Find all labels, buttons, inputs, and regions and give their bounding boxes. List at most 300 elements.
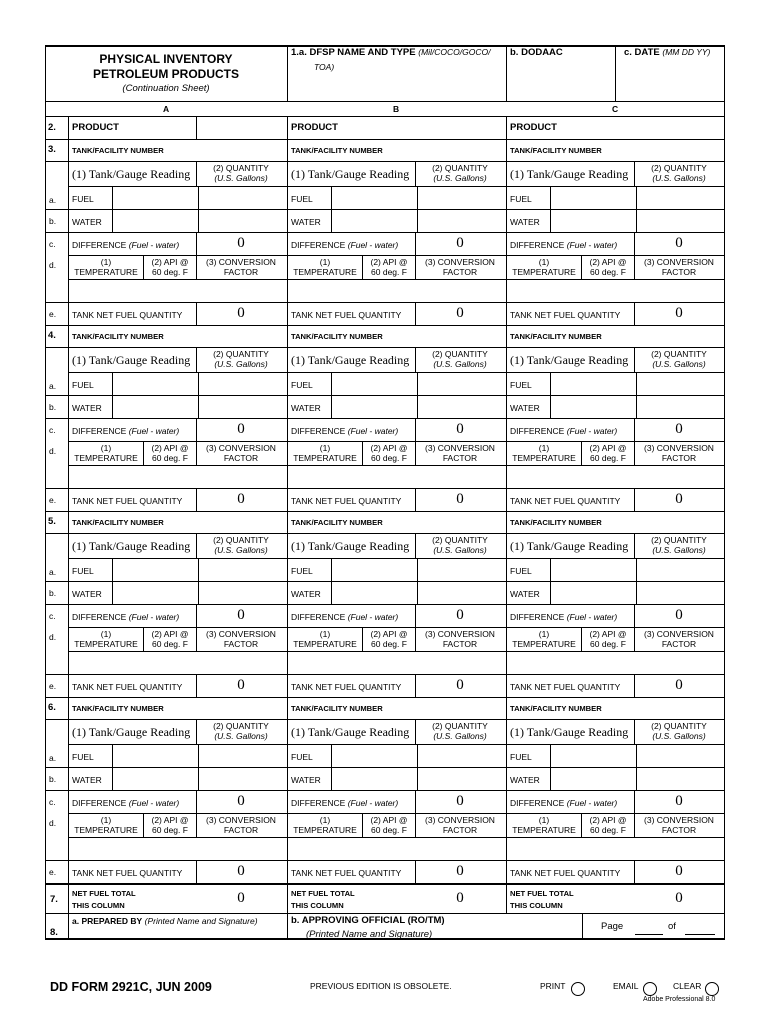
- water-label-5a: WATER: [72, 589, 102, 599]
- net-total-a[interactable]: 0: [237, 890, 245, 906]
- fuel-reading-6b[interactable]: [333, 746, 413, 765]
- water-reading-6b[interactable]: [333, 769, 413, 788]
- row5-b-label: b.: [49, 588, 57, 598]
- row3-b-label: b.: [49, 216, 57, 226]
- tank-facility-field-6b[interactable]: [417, 699, 502, 717]
- row7-label-b: [291, 888, 355, 912]
- quantity-unit-3b: (U.S. Gallons): [433, 173, 487, 183]
- tank-facility-field-5b[interactable]: [417, 513, 502, 531]
- fuel-quantity-4c[interactable]: [638, 374, 722, 393]
- net-total-c[interactable]: 0: [675, 890, 683, 906]
- dfsp-hint-2: TOA): [314, 62, 335, 72]
- conversion-field-3c[interactable]: [638, 281, 722, 300]
- water-quantity-6c[interactable]: [638, 769, 722, 788]
- row5-a-label: a.: [49, 567, 57, 577]
- product-field-a[interactable]: [198, 118, 286, 137]
- difference-hint: (Fuel - water): [128, 240, 180, 250]
- water-reading-3a[interactable]: [114, 211, 194, 230]
- temperature-field-4a[interactable]: [70, 467, 140, 486]
- fuel-reading-3c[interactable]: [552, 188, 632, 207]
- fuel-label-3a: FUEL: [72, 194, 94, 204]
- quantity-unit-5a: (U.S. Gallons): [214, 545, 268, 555]
- net-qty-label-6a: TANK NET FUEL QUANTITY: [72, 868, 183, 878]
- conversion-field-6a[interactable]: [200, 839, 284, 858]
- conversion-label-3a: (3) CONVERSION: [206, 257, 276, 267]
- temperature-field-3a[interactable]: [70, 281, 140, 300]
- net-qty-value-3b[interactable]: 0: [456, 305, 464, 321]
- net-qty-value-5b[interactable]: 0: [456, 677, 464, 693]
- water-quantity-6a[interactable]: [200, 769, 284, 788]
- email-button[interactable]: [643, 982, 657, 996]
- prepared-by-field[interactable]: [70, 927, 284, 937]
- difference-value-5b[interactable]: 0: [456, 607, 464, 623]
- tank-facility-label-4c: TANK/FACILITY NUMBER: [510, 332, 602, 341]
- row7-label-b-line2: THIS COLUMN: [291, 901, 344, 910]
- api-label-4c: (2) API @: [589, 443, 627, 453]
- quantity-unit-5c: (U.S. Gallons): [652, 545, 706, 555]
- fuel-quantity-6c[interactable]: [638, 746, 722, 765]
- fuel-label-5c: FUEL: [510, 566, 532, 576]
- prepared-by-label: [72, 916, 258, 926]
- conversion-label-6c: (3) CONVERSION: [644, 815, 714, 825]
- net-qty-label-6b: TANK NET FUEL QUANTITY: [291, 868, 402, 878]
- conversion-label-factor-4c: FACTOR: [661, 453, 697, 463]
- net-qty-value-4b[interactable]: 0: [456, 491, 464, 507]
- api-field-3c[interactable]: [584, 281, 632, 300]
- conversion-field-6b[interactable]: [419, 839, 503, 858]
- difference-label-4a: [72, 426, 179, 436]
- row5-number: 5.: [48, 516, 56, 527]
- row3-d-label: d.: [49, 260, 57, 270]
- api-label-deg-3c: 60 deg. F: [590, 267, 626, 277]
- api-label-deg-4b: 60 deg. F: [371, 453, 407, 463]
- row6-d-label: d.: [49, 818, 57, 828]
- api-field-4c[interactable]: [584, 467, 632, 486]
- difference-hint: (Fuel - water): [128, 612, 180, 622]
- fuel-quantity-4b[interactable]: [419, 374, 503, 393]
- quantity-unit-4b: (U.S. Gallons): [433, 359, 487, 369]
- conversion-label-factor-6a: FACTOR: [223, 825, 259, 835]
- difference-value-4a[interactable]: 0: [237, 421, 245, 437]
- api-label-3c: (2) API @: [589, 257, 627, 267]
- print-button[interactable]: [571, 982, 585, 996]
- fuel-quantity-3a[interactable]: [200, 188, 284, 207]
- row7-label-a-line2: THIS COLUMN: [72, 901, 125, 910]
- conversion-field-3a[interactable]: [200, 281, 284, 300]
- difference-value-6c[interactable]: 0: [675, 793, 683, 809]
- difference-text: DIFFERENCE: [72, 426, 127, 436]
- api-field-4b[interactable]: [365, 467, 413, 486]
- temp-label-4a: TEMPERATURE: [74, 453, 138, 463]
- api-label-deg-6b: 60 deg. F: [371, 825, 407, 835]
- row7-number: 7.: [50, 894, 58, 905]
- temperature-field-3b[interactable]: [289, 281, 359, 300]
- row6-number: 6.: [48, 702, 56, 713]
- fuel-quantity-3b[interactable]: [419, 188, 503, 207]
- api-field-6c[interactable]: [584, 839, 632, 858]
- difference-value-6a[interactable]: 0: [237, 793, 245, 809]
- approving-official-field[interactable]: [440, 927, 580, 937]
- clear-button[interactable]: [705, 982, 719, 996]
- temp-label-3b: TEMPERATURE: [293, 267, 357, 277]
- tank-facility-field-6c[interactable]: [636, 699, 721, 717]
- row4-e-label: e.: [49, 495, 57, 505]
- fuel-quantity-6a[interactable]: [200, 746, 284, 765]
- water-label-4c: WATER: [510, 403, 540, 413]
- row4-b-label: b.: [49, 402, 57, 412]
- api-field-3a[interactable]: [146, 281, 194, 300]
- api-field-5a[interactable]: [146, 653, 194, 672]
- temperature-field-5c[interactable]: [508, 653, 578, 672]
- quantity-label-4c: (2) QUANTITY: [651, 349, 707, 359]
- dfsp-name-field[interactable]: [292, 72, 502, 99]
- row3-c-label: c.: [49, 239, 56, 249]
- conversion-label-6b: (3) CONVERSION: [425, 815, 495, 825]
- quantity-unit-6b: (U.S. Gallons): [433, 731, 487, 741]
- water-quantity-4c[interactable]: [638, 397, 722, 416]
- net-qty-label-3b: TANK NET FUEL QUANTITY: [291, 310, 402, 320]
- temp-label-5a: TEMPERATURE: [74, 639, 138, 649]
- water-label-3a: WATER: [72, 217, 102, 227]
- net-qty-value-6a[interactable]: 0: [237, 863, 245, 879]
- conversion-label-factor-4b: FACTOR: [442, 453, 478, 463]
- row7-label-a: [72, 888, 136, 912]
- clear-label: CLEAR: [673, 981, 702, 991]
- quantity-unit-4a: (U.S. Gallons): [214, 359, 268, 369]
- water-reading-5a[interactable]: [114, 583, 194, 602]
- row7-label-c: [510, 888, 574, 912]
- conversion-label-5c: (3) CONVERSION: [644, 629, 714, 639]
- tank-gauge-label-6b: (1) Tank/Gauge Reading: [291, 725, 410, 739]
- conversion-field-6c[interactable]: [638, 839, 722, 858]
- quantity-label-4a: (2) QUANTITY: [213, 349, 269, 359]
- difference-value-4c[interactable]: 0: [675, 421, 683, 437]
- difference-value-4b[interactable]: 0: [456, 421, 464, 437]
- api-label-deg-5b: 60 deg. F: [371, 639, 407, 649]
- conversion-field-4b[interactable]: [419, 467, 503, 486]
- fuel-quantity-4a[interactable]: [200, 374, 284, 393]
- temperature-field-4b[interactable]: [289, 467, 359, 486]
- conversion-label-factor-5a: FACTOR: [223, 639, 259, 649]
- net-qty-label-3a: TANK NET FUEL QUANTITY: [72, 310, 183, 320]
- conversion-label-3c: (3) CONVERSION: [644, 257, 714, 267]
- quantity-label-3b: (2) QUANTITY: [432, 163, 488, 173]
- water-reading-3b[interactable]: [333, 211, 413, 230]
- tank-facility-label-5a: TANK/FACILITY NUMBER: [72, 518, 164, 527]
- difference-hint: (Fuel - water): [566, 612, 618, 622]
- tank-facility-field-3c[interactable]: [636, 141, 721, 159]
- fuel-reading-4c[interactable]: [552, 374, 632, 393]
- fuel-reading-6c[interactable]: [552, 746, 632, 765]
- conversion-label-factor-3b: FACTOR: [442, 267, 478, 277]
- conversion-label-factor-6b: FACTOR: [442, 825, 478, 835]
- net-qty-value-6c[interactable]: 0: [675, 863, 683, 879]
- water-label-4a: WATER: [72, 403, 102, 413]
- difference-text: DIFFERENCE: [510, 612, 565, 622]
- temperature-field-5a[interactable]: [70, 653, 140, 672]
- water-quantity-3a[interactable]: [200, 211, 284, 230]
- tank-gauge-label-3a: (1) Tank/Gauge Reading: [72, 167, 191, 181]
- net-qty-label-6c: TANK NET FUEL QUANTITY: [510, 868, 621, 878]
- water-reading-5c[interactable]: [552, 583, 632, 602]
- api-field-6a[interactable]: [146, 839, 194, 858]
- water-label-3b: WATER: [291, 217, 321, 227]
- api-field-5c[interactable]: [584, 653, 632, 672]
- conversion-label-factor-5b: FACTOR: [442, 639, 478, 649]
- title-line-1: PHYSICAL INVENTORY: [99, 52, 233, 66]
- conversion-label-5b: (3) CONVERSION: [425, 629, 495, 639]
- quantity-label-5a: (2) QUANTITY: [213, 535, 269, 545]
- net-qty-value-3a[interactable]: 0: [237, 305, 245, 321]
- fuel-label-3b: FUEL: [291, 194, 313, 204]
- difference-hint: (Fuel - water): [128, 798, 180, 808]
- conversion-label-factor-3a: FACTOR: [223, 267, 259, 277]
- row4-c-label: c.: [49, 425, 56, 435]
- difference-value-3a[interactable]: 0: [237, 235, 245, 251]
- row4-d-label: d.: [49, 446, 57, 456]
- difference-label-3a: [72, 240, 179, 250]
- temp-label-num-3c: (1): [538, 257, 550, 267]
- title-line-2: PETROLEUM PRODUCTS: [92, 67, 239, 81]
- date-label: [624, 47, 710, 58]
- row2-number: 2.: [48, 122, 56, 133]
- difference-hint: (Fuel - water): [347, 798, 399, 808]
- temp-label-4b: TEMPERATURE: [293, 453, 357, 463]
- difference-text: DIFFERENCE: [291, 240, 346, 250]
- date-field[interactable]: [620, 62, 720, 99]
- row3-number: 3.: [48, 144, 56, 155]
- of-label: of: [668, 921, 676, 932]
- fuel-reading-6a[interactable]: [114, 746, 194, 765]
- fuel-reading-5b[interactable]: [333, 560, 413, 579]
- tank-gauge-label-5b: (1) Tank/Gauge Reading: [291, 539, 410, 553]
- fuel-label-6a: FUEL: [72, 752, 94, 762]
- row6-a-label: a.: [49, 753, 57, 763]
- api-label-3b: (2) API @: [370, 257, 408, 267]
- tank-facility-field-5c[interactable]: [636, 513, 721, 531]
- date-label-text: c. DATE: [624, 47, 660, 58]
- tank-gauge-label-3c: (1) Tank/Gauge Reading: [510, 167, 629, 181]
- tank-facility-field-3b[interactable]: [417, 141, 502, 159]
- row6-e-label: e.: [49, 867, 57, 877]
- water-reading-6c[interactable]: [552, 769, 632, 788]
- api-label-deg-6a: 60 deg. F: [152, 825, 188, 835]
- row7-label-c-line2: THIS COLUMN: [510, 901, 563, 910]
- fuel-quantity-5a[interactable]: [200, 560, 284, 579]
- tank-facility-label-3c: TANK/FACILITY NUMBER: [510, 146, 602, 155]
- difference-text: DIFFERENCE: [510, 426, 565, 436]
- difference-text: DIFFERENCE: [72, 612, 127, 622]
- water-quantity-5b[interactable]: [419, 583, 503, 602]
- email-label: EMAIL: [613, 981, 639, 991]
- fuel-label-4a: FUEL: [72, 380, 94, 390]
- product-field-b[interactable]: [417, 118, 502, 137]
- tank-gauge-label-5a: (1) Tank/Gauge Reading: [72, 539, 191, 553]
- conversion-field-4c[interactable]: [638, 467, 722, 486]
- fuel-reading-5a[interactable]: [114, 560, 194, 579]
- row5-c-label: c.: [49, 611, 56, 621]
- difference-label-4b: [291, 426, 398, 436]
- row5-d-label: d.: [49, 632, 57, 642]
- api-label-deg-4a: 60 deg. F: [152, 453, 188, 463]
- temp-label-6a: TEMPERATURE: [74, 825, 138, 835]
- quantity-unit-3a: (U.S. Gallons): [214, 173, 268, 183]
- tank-facility-field-4c[interactable]: [636, 327, 721, 345]
- conversion-field-5c[interactable]: [638, 653, 722, 672]
- difference-value-5c[interactable]: 0: [675, 607, 683, 623]
- difference-value-3b[interactable]: 0: [456, 235, 464, 251]
- tank-facility-label-6a: TANK/FACILITY NUMBER: [72, 704, 164, 713]
- conversion-label-4a: (3) CONVERSION: [206, 443, 276, 453]
- product-label-a: PRODUCT: [72, 122, 119, 133]
- api-label-deg-4c: 60 deg. F: [590, 453, 626, 463]
- conversion-field-3b[interactable]: [419, 281, 503, 300]
- conversion-label-factor-3c: FACTOR: [661, 267, 697, 277]
- difference-text: DIFFERENCE: [291, 798, 346, 808]
- difference-value-5a[interactable]: 0: [237, 607, 245, 623]
- temp-label-num-3a: (1): [100, 257, 112, 267]
- row3-a-label: a.: [49, 195, 57, 205]
- water-quantity-5c[interactable]: [638, 583, 722, 602]
- fuel-quantity-6b[interactable]: [419, 746, 503, 765]
- quantity-unit-5b: (U.S. Gallons): [433, 545, 487, 555]
- tank-facility-label-6c: TANK/FACILITY NUMBER: [510, 704, 602, 713]
- fuel-reading-4b[interactable]: [333, 374, 413, 393]
- water-reading-5b[interactable]: [333, 583, 413, 602]
- fuel-label-3c: FUEL: [510, 194, 532, 204]
- fuel-quantity-3c[interactable]: [638, 188, 722, 207]
- api-field-3b[interactable]: [365, 281, 413, 300]
- net-qty-value-4a[interactable]: 0: [237, 491, 245, 507]
- temp-label-5b: TEMPERATURE: [293, 639, 357, 649]
- temperature-field-6b[interactable]: [289, 839, 359, 858]
- temp-label-num-4b: (1): [319, 443, 331, 453]
- water-quantity-6b[interactable]: [419, 769, 503, 788]
- difference-label-6b: [291, 798, 398, 808]
- water-quantity-3c[interactable]: [638, 211, 722, 230]
- tank-facility-field-3a[interactable]: [198, 141, 283, 159]
- difference-label-5a: [72, 612, 179, 622]
- water-quantity-3b[interactable]: [419, 211, 503, 230]
- net-qty-label-5c: TANK NET FUEL QUANTITY: [510, 682, 621, 692]
- tank-facility-field-6a[interactable]: [198, 699, 283, 717]
- column-a-header: A: [163, 104, 170, 114]
- temperature-field-4c[interactable]: [508, 467, 578, 486]
- water-quantity-4b[interactable]: [419, 397, 503, 416]
- net-qty-label-4c: TANK NET FUEL QUANTITY: [510, 496, 621, 506]
- column-b-header: B: [393, 104, 400, 114]
- temperature-field-3c[interactable]: [508, 281, 578, 300]
- prepared-by-text: a. PREPARED BY: [72, 916, 143, 926]
- fuel-quantity-5b[interactable]: [419, 560, 503, 579]
- difference-label-6a: [72, 798, 179, 808]
- temp-label-6b: TEMPERATURE: [293, 825, 357, 835]
- difference-hint: (Fuel - water): [128, 426, 180, 436]
- api-label-5c: (2) API @: [589, 629, 627, 639]
- fuel-reading-3b[interactable]: [333, 188, 413, 207]
- conversion-label-3b: (3) CONVERSION: [425, 257, 495, 267]
- water-reading-3c[interactable]: [552, 211, 632, 230]
- tank-gauge-label-6a: (1) Tank/Gauge Reading: [72, 725, 191, 739]
- api-field-5b[interactable]: [365, 653, 413, 672]
- temperature-field-6a[interactable]: [70, 839, 140, 858]
- difference-value-6b[interactable]: 0: [456, 793, 464, 809]
- dfsp-hint: (Mil/COCO/GOCO/: [418, 47, 491, 57]
- row7-label-c-line1: NET FUEL TOTAL: [510, 889, 574, 898]
- fuel-reading-4a[interactable]: [114, 374, 194, 393]
- tank-gauge-label-5c: (1) Tank/Gauge Reading: [510, 539, 629, 553]
- row6-c-label: c.: [49, 797, 56, 807]
- net-qty-value-4c[interactable]: 0: [675, 491, 683, 507]
- net-qty-value-3c[interactable]: 0: [675, 305, 683, 321]
- temp-label-6c: TEMPERATURE: [512, 825, 576, 835]
- product-field-c[interactable]: [636, 118, 721, 137]
- api-field-6b[interactable]: [365, 839, 413, 858]
- temperature-field-6c[interactable]: [508, 839, 578, 858]
- api-field-4a[interactable]: [146, 467, 194, 486]
- difference-value-3c[interactable]: 0: [675, 235, 683, 251]
- difference-label-4c: [510, 426, 617, 436]
- approving-official-label: b. APPROVING OFFICIAL (RO/TM): [291, 915, 445, 926]
- prepared-by-hint: (Printed Name and Signature): [144, 916, 258, 926]
- water-reading-4a[interactable]: [114, 397, 194, 416]
- conversion-field-5a[interactable]: [200, 653, 284, 672]
- form-title: [46, 52, 286, 82]
- tank-facility-field-4b[interactable]: [417, 327, 502, 345]
- water-reading-6a[interactable]: [114, 769, 194, 788]
- water-reading-4c[interactable]: [552, 397, 632, 416]
- water-quantity-4a[interactable]: [200, 397, 284, 416]
- page-total-field[interactable]: [685, 934, 715, 935]
- tank-facility-label-3b: TANK/FACILITY NUMBER: [291, 146, 383, 155]
- dodaac-field[interactable]: [510, 62, 610, 99]
- fuel-reading-5c[interactable]: [552, 560, 632, 579]
- api-label-4b: (2) API @: [370, 443, 408, 453]
- difference-text: DIFFERENCE: [510, 240, 565, 250]
- form-id: DD FORM 2921C, JUN 2009: [50, 980, 212, 994]
- conversion-label-4b: (3) CONVERSION: [425, 443, 495, 453]
- fuel-reading-3a[interactable]: [114, 188, 194, 207]
- page-number-field[interactable]: [635, 934, 663, 935]
- temperature-field-5b[interactable]: [289, 653, 359, 672]
- temp-label-num-4c: (1): [538, 443, 550, 453]
- water-quantity-5a[interactable]: [200, 583, 284, 602]
- date-hint: (MM DD YY): [662, 47, 711, 57]
- tank-facility-field-5a[interactable]: [198, 513, 283, 531]
- conversion-field-5b[interactable]: [419, 653, 503, 672]
- net-qty-value-5a[interactable]: 0: [237, 677, 245, 693]
- quantity-label-4b: (2) QUANTITY: [432, 349, 488, 359]
- tank-facility-field-4a[interactable]: [198, 327, 283, 345]
- quantity-label-6b: (2) QUANTITY: [432, 721, 488, 731]
- fuel-quantity-5c[interactable]: [638, 560, 722, 579]
- row5-e-label: e.: [49, 681, 57, 691]
- fuel-label-5a: FUEL: [72, 566, 94, 576]
- api-label-6b: (2) API @: [370, 815, 408, 825]
- product-label-b: PRODUCT: [291, 122, 338, 133]
- net-qty-value-5c[interactable]: 0: [675, 677, 683, 693]
- difference-label-3c: [510, 240, 617, 250]
- tank-gauge-label-4b: (1) Tank/Gauge Reading: [291, 353, 410, 367]
- difference-hint: (Fuel - water): [347, 612, 399, 622]
- quantity-unit-6c: (U.S. Gallons): [652, 731, 706, 741]
- net-qty-value-6b[interactable]: 0: [456, 863, 464, 879]
- water-reading-4b[interactable]: [333, 397, 413, 416]
- conversion-field-4a[interactable]: [200, 467, 284, 486]
- temp-label-num-5c: (1): [538, 629, 550, 639]
- api-label-deg-3a: 60 deg. F: [152, 267, 188, 277]
- net-total-b[interactable]: 0: [456, 890, 464, 906]
